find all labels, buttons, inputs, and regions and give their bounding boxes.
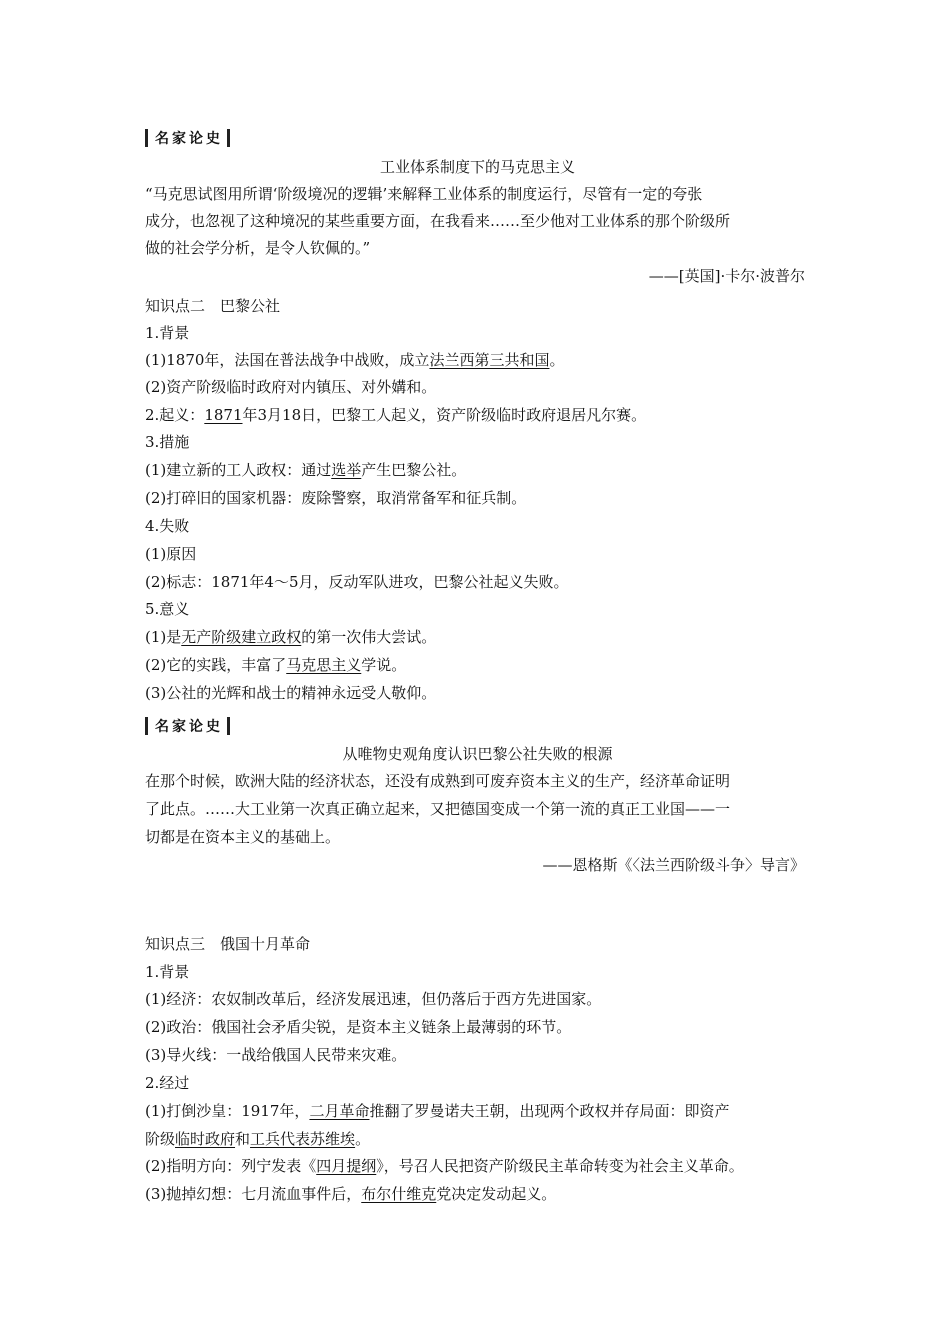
text-line: (2)打碎旧的国家机器：废除警察，取消常备军和征兵制。 <box>145 489 527 507</box>
text-line: (2)政治：俄国社会矛盾尖锐，是资本主义链条上最薄弱的环节。 <box>145 1018 572 1036</box>
section-tag: 名家论史 <box>145 128 230 148</box>
underlined-term: 法兰西第三共和国 <box>429 351 550 369</box>
text-line: 2.起义：1871年3月18日，巴黎工人起义，资产阶级临时政府退居凡尔赛。 <box>145 406 647 424</box>
underlined-term: 四月提纲 <box>316 1157 377 1175</box>
quote-line: 在那个时候，欧洲大陆的经济状态，还没有成熟到可废弃资本主义的生产，经济革命证明 <box>145 772 731 790</box>
text-line: (2)它的实践，丰富了马克思主义学说。 <box>145 656 407 674</box>
text-line: (2)指明方向：列宁发表《四月提纲》，号召人民把资产阶级民主革命转变为社会主义革命。 <box>145 1157 744 1175</box>
text-line: (2)标志：1871年4～5月，反动军队进攻，巴黎公社起义失败。 <box>145 573 569 591</box>
section-heading: 知识点二 巴黎公社 <box>145 297 281 315</box>
quote-line: 切都是在资本主义的基础上。 <box>145 828 341 846</box>
underlined-term: 选举 <box>331 461 362 479</box>
section-heading: 知识点三 俄国十月革命 <box>145 935 311 953</box>
text-line: (2)资产阶级临时政府对内镇压、对外媾和。 <box>145 378 437 396</box>
text-line: 2.经过 <box>145 1074 190 1092</box>
text-line: 阶级临时政府和工兵代表苏维埃。 <box>145 1130 371 1148</box>
quote-line: 了此点。……大工业第一次真正确立起来，又把德国变成一个第一流的真正工业国——一 <box>145 800 731 818</box>
text-line: (1)1870年，法国在普法战争中战败，成立法兰西第三共和国。 <box>145 351 565 369</box>
text-line: (1)经济：农奴制改革后，经济发展迅速，但仍落后于西方先进国家。 <box>145 990 602 1008</box>
text-line: (3)导火线：一战给俄国人民带来灾难。 <box>145 1046 407 1064</box>
quote-title: 从唯物史观角度认识巴黎公社失败的根源 <box>342 745 613 763</box>
text-line: (1)打倒沙皇：1917年，二月革命推翻了罗曼诺夫王朝，出现两个政权并存局面：即资产 <box>145 1102 730 1120</box>
text-line: (1)是无产阶级建立政权的第一次伟大尝试。 <box>145 628 437 646</box>
section-tag: 名家论史 <box>145 716 230 736</box>
quote-source: ——恩格斯《〈法兰西阶级斗争〉导言》 <box>542 856 805 874</box>
quote-title: 工业体系制度下的马克思主义 <box>379 158 575 176</box>
underlined-term: 布尔什维克 <box>361 1185 437 1203</box>
text-line: (1)建立新的工人政权：通过选举产生巴黎公社。 <box>145 461 467 479</box>
underlined-term: 临时政府 <box>175 1130 236 1148</box>
underlined-term: 二月革命 <box>309 1102 370 1120</box>
text-line: 5.意义 <box>145 600 190 618</box>
text-line: (3)抛掉幻想：七月流血事件后，布尔什维克党决定发动起义。 <box>145 1185 557 1203</box>
underlined-term: 马克思主义 <box>286 656 362 674</box>
text-line: 1.背景 <box>145 963 190 981</box>
text-line: 1.背景 <box>145 324 190 342</box>
text-line: 4.失败 <box>145 517 190 535</box>
quote-source: ——[英国]·卡尔·波普尔 <box>648 267 805 285</box>
text-line: (1)原因 <box>145 545 197 563</box>
text-line: 3.措施 <box>145 433 190 451</box>
underlined-term: 无产阶级建立政权 <box>181 628 302 646</box>
underlined-term: 1871 <box>204 406 243 424</box>
quote-line: 成分，也忽视了这种境况的某些重要方面，在我看来……至少他对工业体系的那个阶级所 <box>145 212 731 230</box>
underlined-term: 工兵代表苏维埃 <box>250 1130 356 1148</box>
quote-line: 做的社会学分析，是令人钦佩的。” <box>145 239 371 257</box>
quote-line: “马克思试图用所谓‘阶级境况的逻辑’来解释工业体系的制度运行，尽管有一定的夸张 <box>145 185 703 203</box>
text-line: (3)公社的光辉和战士的精神永远受人敬仰。 <box>145 684 437 702</box>
